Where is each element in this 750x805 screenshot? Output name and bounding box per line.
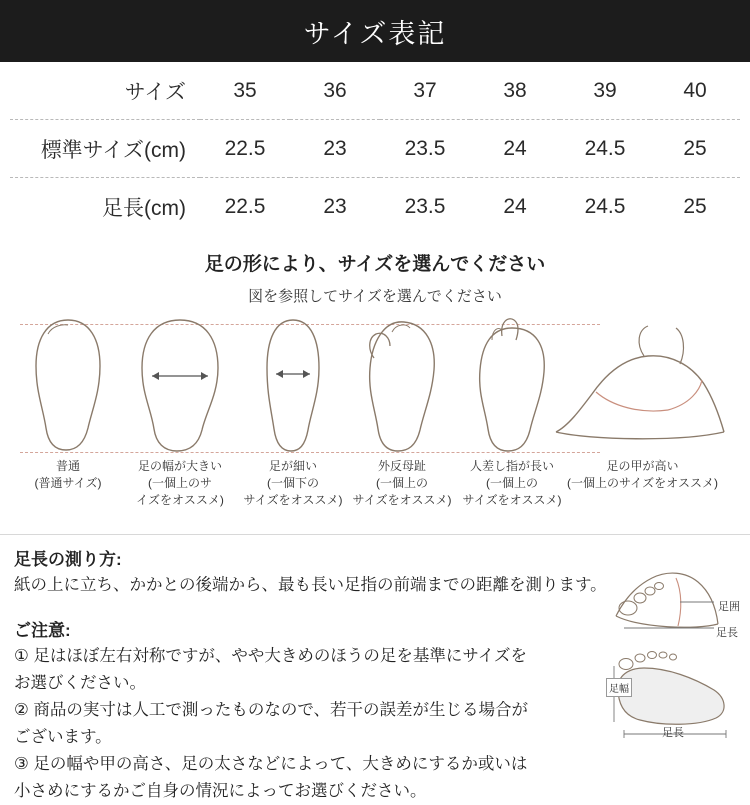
cell: 40 bbox=[683, 79, 707, 102]
cell: 24 bbox=[470, 178, 560, 236]
cell: 24.5 bbox=[560, 120, 650, 178]
caption-name: 足の甲が高い bbox=[606, 459, 679, 473]
caption-note2: サイズをオススメ) bbox=[352, 493, 452, 507]
label-ashi-naga-2: 足長 bbox=[662, 727, 684, 739]
cell: 22.5 bbox=[200, 120, 290, 178]
row-label: 足長(cm) bbox=[10, 178, 200, 236]
cell: 23.5 bbox=[380, 178, 470, 236]
foot-bunion-icon bbox=[352, 314, 452, 454]
size-table bbox=[10, 62, 740, 235]
table-row bbox=[10, 62, 740, 120]
foot-wide-caption bbox=[130, 458, 230, 509]
cell: 24 bbox=[470, 120, 560, 178]
caption-note2: イズをオススメ) bbox=[136, 493, 224, 507]
foot-narrow-icon bbox=[243, 314, 343, 454]
foot-high-instep-caption bbox=[540, 458, 745, 492]
caption-note1: (一個上のサイズをオススメ) bbox=[567, 476, 718, 490]
section-divider bbox=[0, 534, 750, 535]
caption-note2: サイズをオススメ) bbox=[243, 493, 343, 507]
foot-high-instep-icon bbox=[540, 314, 745, 454]
notice-line: 小さめにするかご自身の情況によってお選びください。 bbox=[14, 782, 427, 800]
cell: 36 bbox=[323, 79, 347, 102]
table-row bbox=[10, 120, 740, 178]
caption-name: 足の幅が大きい bbox=[137, 459, 222, 473]
label-ashi-haba: 足幅 bbox=[606, 678, 632, 697]
caption-name: 外反母趾 bbox=[377, 459, 426, 473]
cell: 39 bbox=[593, 79, 617, 102]
notice-title: ご注意: bbox=[14, 621, 71, 640]
caption-note1: (一個下の bbox=[267, 476, 319, 490]
caption-name: 人差し指が長い bbox=[469, 459, 554, 473]
foot-shape-high-instep bbox=[540, 314, 745, 492]
label-ashi-naga-1: 足長 bbox=[716, 627, 738, 639]
notice-line: ② 商品の実寸は人工で測ったものなので、若干の誤差が生じる場合が bbox=[14, 701, 529, 719]
cell: 25 bbox=[650, 120, 740, 178]
notice-block bbox=[14, 616, 624, 805]
cell: 35 bbox=[233, 79, 257, 102]
foot-normal-caption bbox=[18, 458, 118, 492]
notice-line: ございます。 bbox=[14, 728, 112, 746]
caption-note1: (一個上の bbox=[486, 476, 538, 490]
measurement-diagram bbox=[610, 538, 750, 788]
foot-shape-bunion bbox=[352, 314, 452, 509]
page-header bbox=[0, 0, 750, 62]
caption-note1: (普通サイズ) bbox=[34, 476, 102, 490]
cell: 23 bbox=[290, 178, 380, 236]
foot-narrow-caption bbox=[243, 458, 343, 509]
foot-shape-wide bbox=[130, 314, 230, 509]
notice-line: お選びください。 bbox=[14, 674, 146, 692]
notice-line: ③ 足の幅や甲の高さ、足の太さなどによって、大きめにするか或いは bbox=[14, 755, 528, 773]
row-label: 標準サイズ(cm) bbox=[10, 120, 200, 178]
page-title: サイズ表記 bbox=[303, 18, 447, 49]
shape-section-subtitle: 図を参照してサイズを選んでください bbox=[248, 288, 502, 305]
cell: 23 bbox=[290, 120, 380, 178]
cell: 37 bbox=[413, 79, 437, 102]
shape-section-title: 足の形により、サイズを選んでください bbox=[204, 254, 546, 275]
bottom-text-section bbox=[14, 545, 624, 805]
foot-bunion-caption bbox=[352, 458, 452, 509]
cell: 38 bbox=[503, 79, 527, 102]
foot-normal-icon bbox=[18, 314, 118, 454]
caption-name: 普通 bbox=[55, 459, 80, 473]
row-label: サイズ bbox=[124, 81, 186, 104]
cell: 23.5 bbox=[380, 120, 470, 178]
cell: 22.5 bbox=[200, 178, 290, 236]
measure-title: 足長の測り方: bbox=[14, 550, 122, 569]
caption-note1: (一個上の bbox=[376, 476, 428, 490]
foot-shape-gallery bbox=[0, 314, 750, 554]
measure-text: 紙の上に立ち、かかとの後端から、最も長い足指の前端までの距離を測ります。 bbox=[14, 576, 607, 594]
caption-note2: サイズをオススメ) bbox=[462, 493, 562, 507]
foot-shape-normal bbox=[18, 314, 118, 492]
foot-wide-icon bbox=[130, 314, 230, 454]
notice-line: ① 足はほぼ左右対称ですが、やや大きめのほうの足を基準にサイズを bbox=[14, 647, 528, 665]
table-row bbox=[10, 178, 740, 236]
cell: 25 bbox=[650, 178, 740, 236]
foot-shape-narrow bbox=[243, 314, 343, 509]
caption-name: 足が細い bbox=[268, 459, 317, 473]
caption-note1: (一個上のサ bbox=[148, 476, 212, 490]
cell: 24.5 bbox=[560, 178, 650, 236]
label-ashi-mawari: 足囲 bbox=[718, 601, 740, 613]
